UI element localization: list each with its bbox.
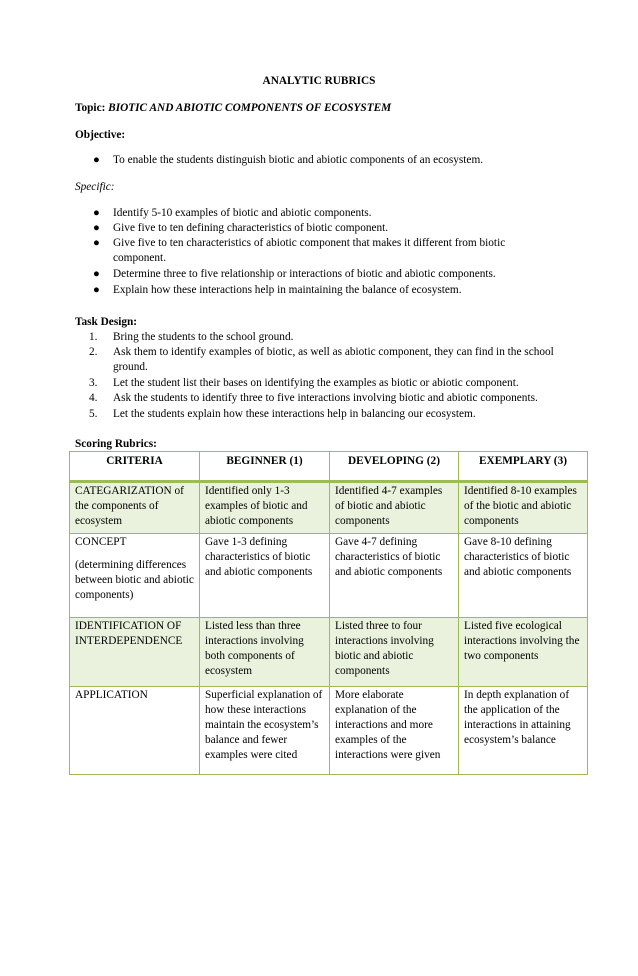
column-header-criteria: CRITERIA bbox=[70, 452, 200, 482]
beginner-cell: Superficial explanation of how these interactions maintain the ecosystem’s balance and fewer examples were cited bbox=[200, 687, 330, 775]
column-header-exemplary: EXEMPLARY (3) bbox=[459, 452, 588, 482]
criteria-text: CATEGARIZATION of the components of ecosystem bbox=[75, 485, 184, 527]
list-number: 1. bbox=[89, 331, 98, 343]
task-item: Bring the students to the school ground. bbox=[113, 331, 294, 343]
topic-line bbox=[75, 101, 391, 116]
objective-heading: Objective: bbox=[75, 129, 126, 141]
beginner-cell: Identified only 1-3 examples of biotic and abiotic components bbox=[200, 482, 330, 534]
bullet-icon: ● bbox=[93, 284, 100, 296]
criteria-cell bbox=[70, 482, 200, 534]
table-row bbox=[70, 534, 588, 618]
rubric-table bbox=[69, 451, 588, 775]
bullet-icon: ● bbox=[93, 207, 100, 219]
specific-heading: Specific: bbox=[75, 181, 115, 193]
developing-cell: Identified 4-7 examples of biotic and abiotic components bbox=[330, 482, 459, 534]
document-title: ANALYTIC RUBRICS bbox=[262, 75, 376, 87]
developing-cell: Gave 4-7 defining characteristics of biotic and abiotic components bbox=[330, 534, 459, 618]
developing-cell: Listed three to four interactions involving biotic and abiotic components bbox=[330, 618, 459, 687]
criteria-cell bbox=[70, 534, 200, 618]
topic-label: Topic: bbox=[75, 102, 106, 114]
specific-item: Give five to ten characteristics of abiotic component that makes it different from biotic component. bbox=[113, 237, 506, 264]
exemplary-cell: Listed five ecological interactions involving the two components bbox=[459, 618, 588, 687]
criteria-text: APPLICATION bbox=[75, 689, 148, 701]
table-row bbox=[70, 687, 588, 775]
task-item: Ask the students to identify three to five interactions involving biotic and abiotic components. bbox=[113, 392, 538, 404]
exemplary-cell: Identified 8-10 examples of the biotic and abiotic components bbox=[459, 482, 588, 534]
bullet-icon: ● bbox=[93, 237, 100, 249]
task-item: Ask them to identify examples of biotic, as well as abiotic component, they can find in the school ground. bbox=[113, 346, 554, 373]
table-row bbox=[70, 618, 588, 687]
beginner-cell: Gave 1-3 defining characteristics of biotic and abiotic components bbox=[200, 534, 330, 618]
bullet-icon: ● bbox=[93, 268, 100, 280]
criteria-text: CONCEPT bbox=[75, 536, 127, 548]
table-header-row bbox=[70, 452, 588, 482]
task-item: Let the student list their bases on identifying the examples as biotic or abiotic component. bbox=[113, 377, 519, 389]
column-header-beginner: BEGINNER (1) bbox=[200, 452, 330, 482]
specific-item: Identify 5-10 examples of biotic and abiotic components. bbox=[113, 207, 372, 219]
bullet-icon: ● bbox=[93, 154, 100, 166]
list-number: 3. bbox=[89, 377, 98, 389]
exemplary-cell: In depth explanation of the application of the interactions in attaining ecosystem’s balance bbox=[459, 687, 588, 775]
task-design-heading: Task Design: bbox=[75, 316, 138, 328]
column-header-developing: DEVELOPING (2) bbox=[330, 452, 459, 482]
table-row bbox=[70, 482, 588, 534]
task-item: Let the students explain how these interactions help in balancing our ecosystem. bbox=[113, 408, 476, 420]
developing-cell: More elaborate explanation of the interactions and more examples of the interactions were given bbox=[330, 687, 459, 775]
criteria-cell bbox=[70, 618, 200, 687]
criteria-text: IDENTIFICATION OF INTERDEPENDENCE bbox=[75, 620, 183, 647]
objective-item: To enable the students distinguish biotic and abiotic components of an ecosystem. bbox=[113, 154, 484, 166]
topic-value: BIOTIC AND ABIOTIC COMPONENTS OF ECOSYSTEM bbox=[108, 102, 392, 114]
specific-item: Explain how these interactions help in maintaining the balance of ecosystem. bbox=[113, 284, 462, 296]
specific-item: Determine three to five relationship or interactions of biotic and abiotic components. bbox=[113, 268, 496, 280]
beginner-cell: Listed less than three interactions involving both components of ecosystem bbox=[200, 618, 330, 687]
list-number: 4. bbox=[89, 392, 98, 404]
exemplary-cell: Gave 8-10 defining characteristics of biotic and abiotic components bbox=[459, 534, 588, 618]
list-number: 2. bbox=[89, 346, 98, 358]
criteria-cell bbox=[70, 687, 200, 775]
specific-item: Give five to ten defining characteristics of biotic component. bbox=[113, 222, 389, 234]
bullet-icon: ● bbox=[93, 222, 100, 234]
list-number: 5. bbox=[89, 408, 98, 420]
criteria-note: (determining differences between biotic and abiotic components) bbox=[75, 559, 194, 601]
scoring-rubrics-heading: Scoring Rubrics: bbox=[75, 438, 157, 450]
